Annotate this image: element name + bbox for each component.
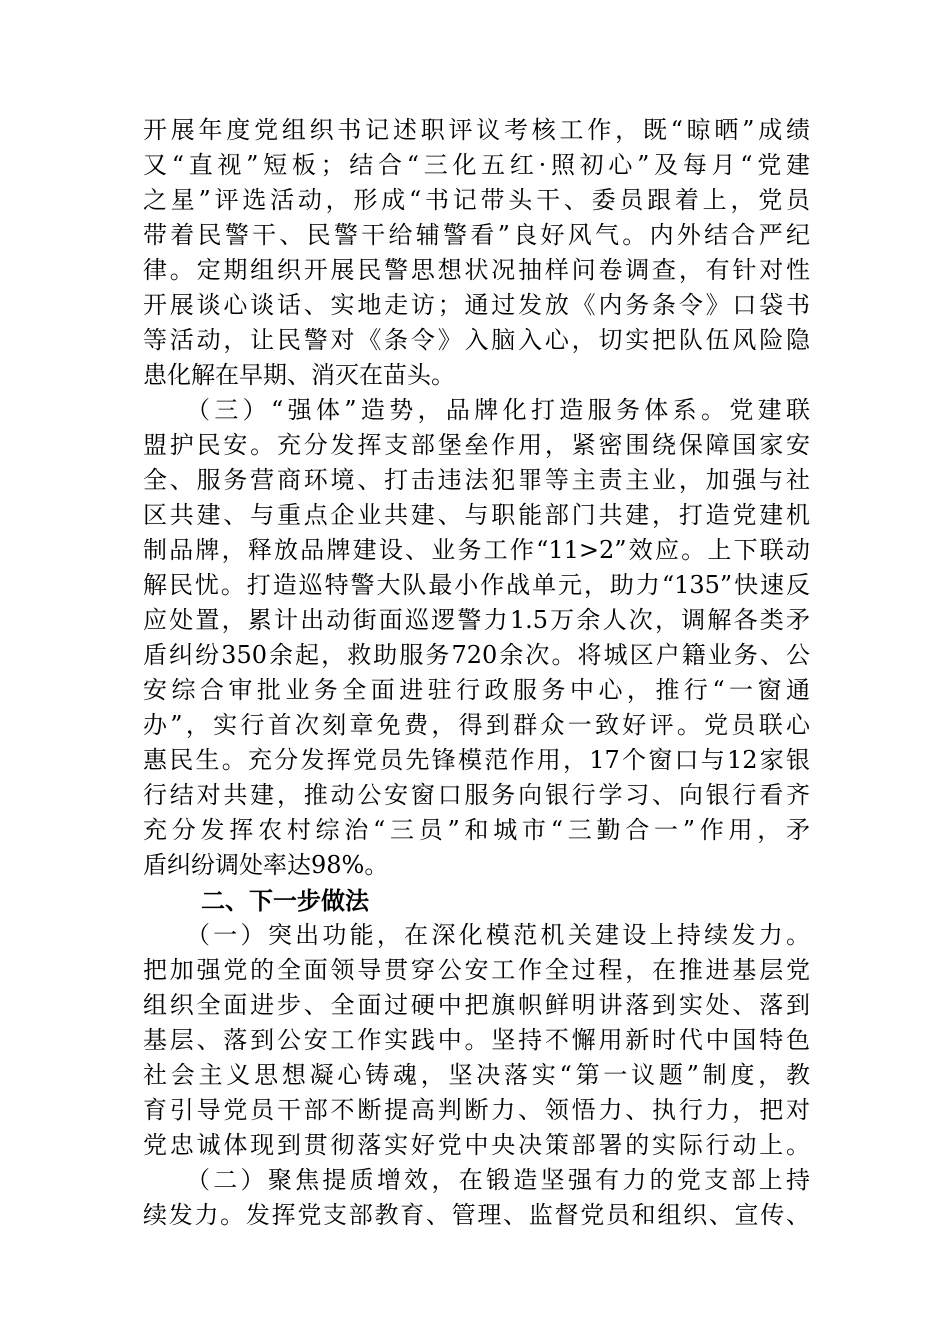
document-page bbox=[143, 113, 810, 1233]
text-line: 组织全面进步、全面过硬中把旗帜鲜明讲落到实处、落到 bbox=[143, 991, 810, 1019]
text-line: 盾纠纷调处率达98%。 bbox=[143, 851, 389, 879]
text-line: 制品牌，释放品牌建设、业务工作“11>2”效应。上下联动 bbox=[143, 536, 810, 564]
text-line: 续发力。发挥党支部教育、管理、监督党员和组织、宣传、 bbox=[143, 1201, 810, 1229]
text-line: 律。定期组织开展民警思想状况抽样问卷调查，有针对性 bbox=[143, 256, 810, 284]
text-line: 盟护民安。充分发挥支部堡垒作用，紧密围绕保障国家安 bbox=[143, 431, 810, 459]
text-line: 把加强党的全面领导贯穿公安工作全过程，在推进基层党 bbox=[143, 956, 810, 984]
text-line: 区共建、与重点企业共建、与职能部门共建，打造党建机 bbox=[143, 501, 810, 529]
text-line: 惠民生。充分发挥党员先锋模范作用，17个窗口与12家银 bbox=[143, 746, 810, 774]
text-line: 解民忧。打造巡特警大队最小作战单元，助力“135”快速反 bbox=[143, 571, 810, 599]
text-line: 社会主义思想凝心铸魂，坚决落实“第一议题”制度，教 bbox=[143, 1061, 810, 1089]
section-heading-line: （二）聚焦提质增效，在锻造坚强有力的党支部上持 bbox=[186, 1166, 810, 1194]
section-heading-line: （三）“强体”造势，品牌化打造服务体系。党建联 bbox=[186, 396, 810, 424]
text-line: 开展谈心谈话、实地走访；通过发放《内务条令》口袋书 bbox=[143, 291, 810, 319]
text-line: 办”，实行首次刻章免费，得到群众一致好评。党员联心 bbox=[143, 711, 810, 739]
text-line: 安综合审批业务全面进驻行政服务中心，推行“一窗通 bbox=[143, 676, 810, 704]
text-line: 应处置，累计出动街面巡逻警力1.5万余人次，调解各类矛 bbox=[143, 606, 810, 634]
text-line: 之星”评选活动，形成“书记带头干、委员跟着上，党员 bbox=[143, 186, 810, 214]
text-line: 基层、落到公安工作实践中。坚持不懈用新时代中国特色 bbox=[143, 1026, 810, 1054]
text-line: 等活动，让民警对《条令》入脑入心，切实把队伍风险隐 bbox=[143, 326, 810, 354]
section-title: 二、下一步做法 bbox=[201, 886, 369, 915]
text-line: 育引导党员干部不断提高判断力、领悟力、执行力，把对 bbox=[143, 1096, 810, 1124]
text-line: 党忠诚体现到贯彻落实好党中央决策部署的实际行动上。 bbox=[143, 1131, 810, 1159]
text-line: 盾纠纷350余起，救助服务720余次。将城区户籍业务、公 bbox=[143, 641, 810, 669]
section-heading-line: （一）突出功能，在深化模范机关建设上持续发力。 bbox=[186, 921, 810, 949]
text-line: 又“直视”短板；结合“三化五红·照初心”及每月“党建 bbox=[143, 151, 810, 179]
text-line: 全、服务营商环境、打击违法犯罪等主责主业，加强与社 bbox=[143, 466, 810, 494]
text-line: 患化解在早期、消灭在苗头。 bbox=[143, 361, 455, 389]
text-line: 开展年度党组织书记述职评议考核工作，既“晾晒”成绩 bbox=[143, 116, 810, 144]
text-line: 行结对共建，推动公安窗口服务向银行学习、向银行看齐 bbox=[143, 781, 810, 809]
text-line: 带着民警干、民警干给辅警看”良好风气。内外结合严纪 bbox=[143, 221, 810, 249]
text-line: 充分发挥农村综治“三员”和城市“三勤合一”作用，矛 bbox=[143, 816, 810, 844]
